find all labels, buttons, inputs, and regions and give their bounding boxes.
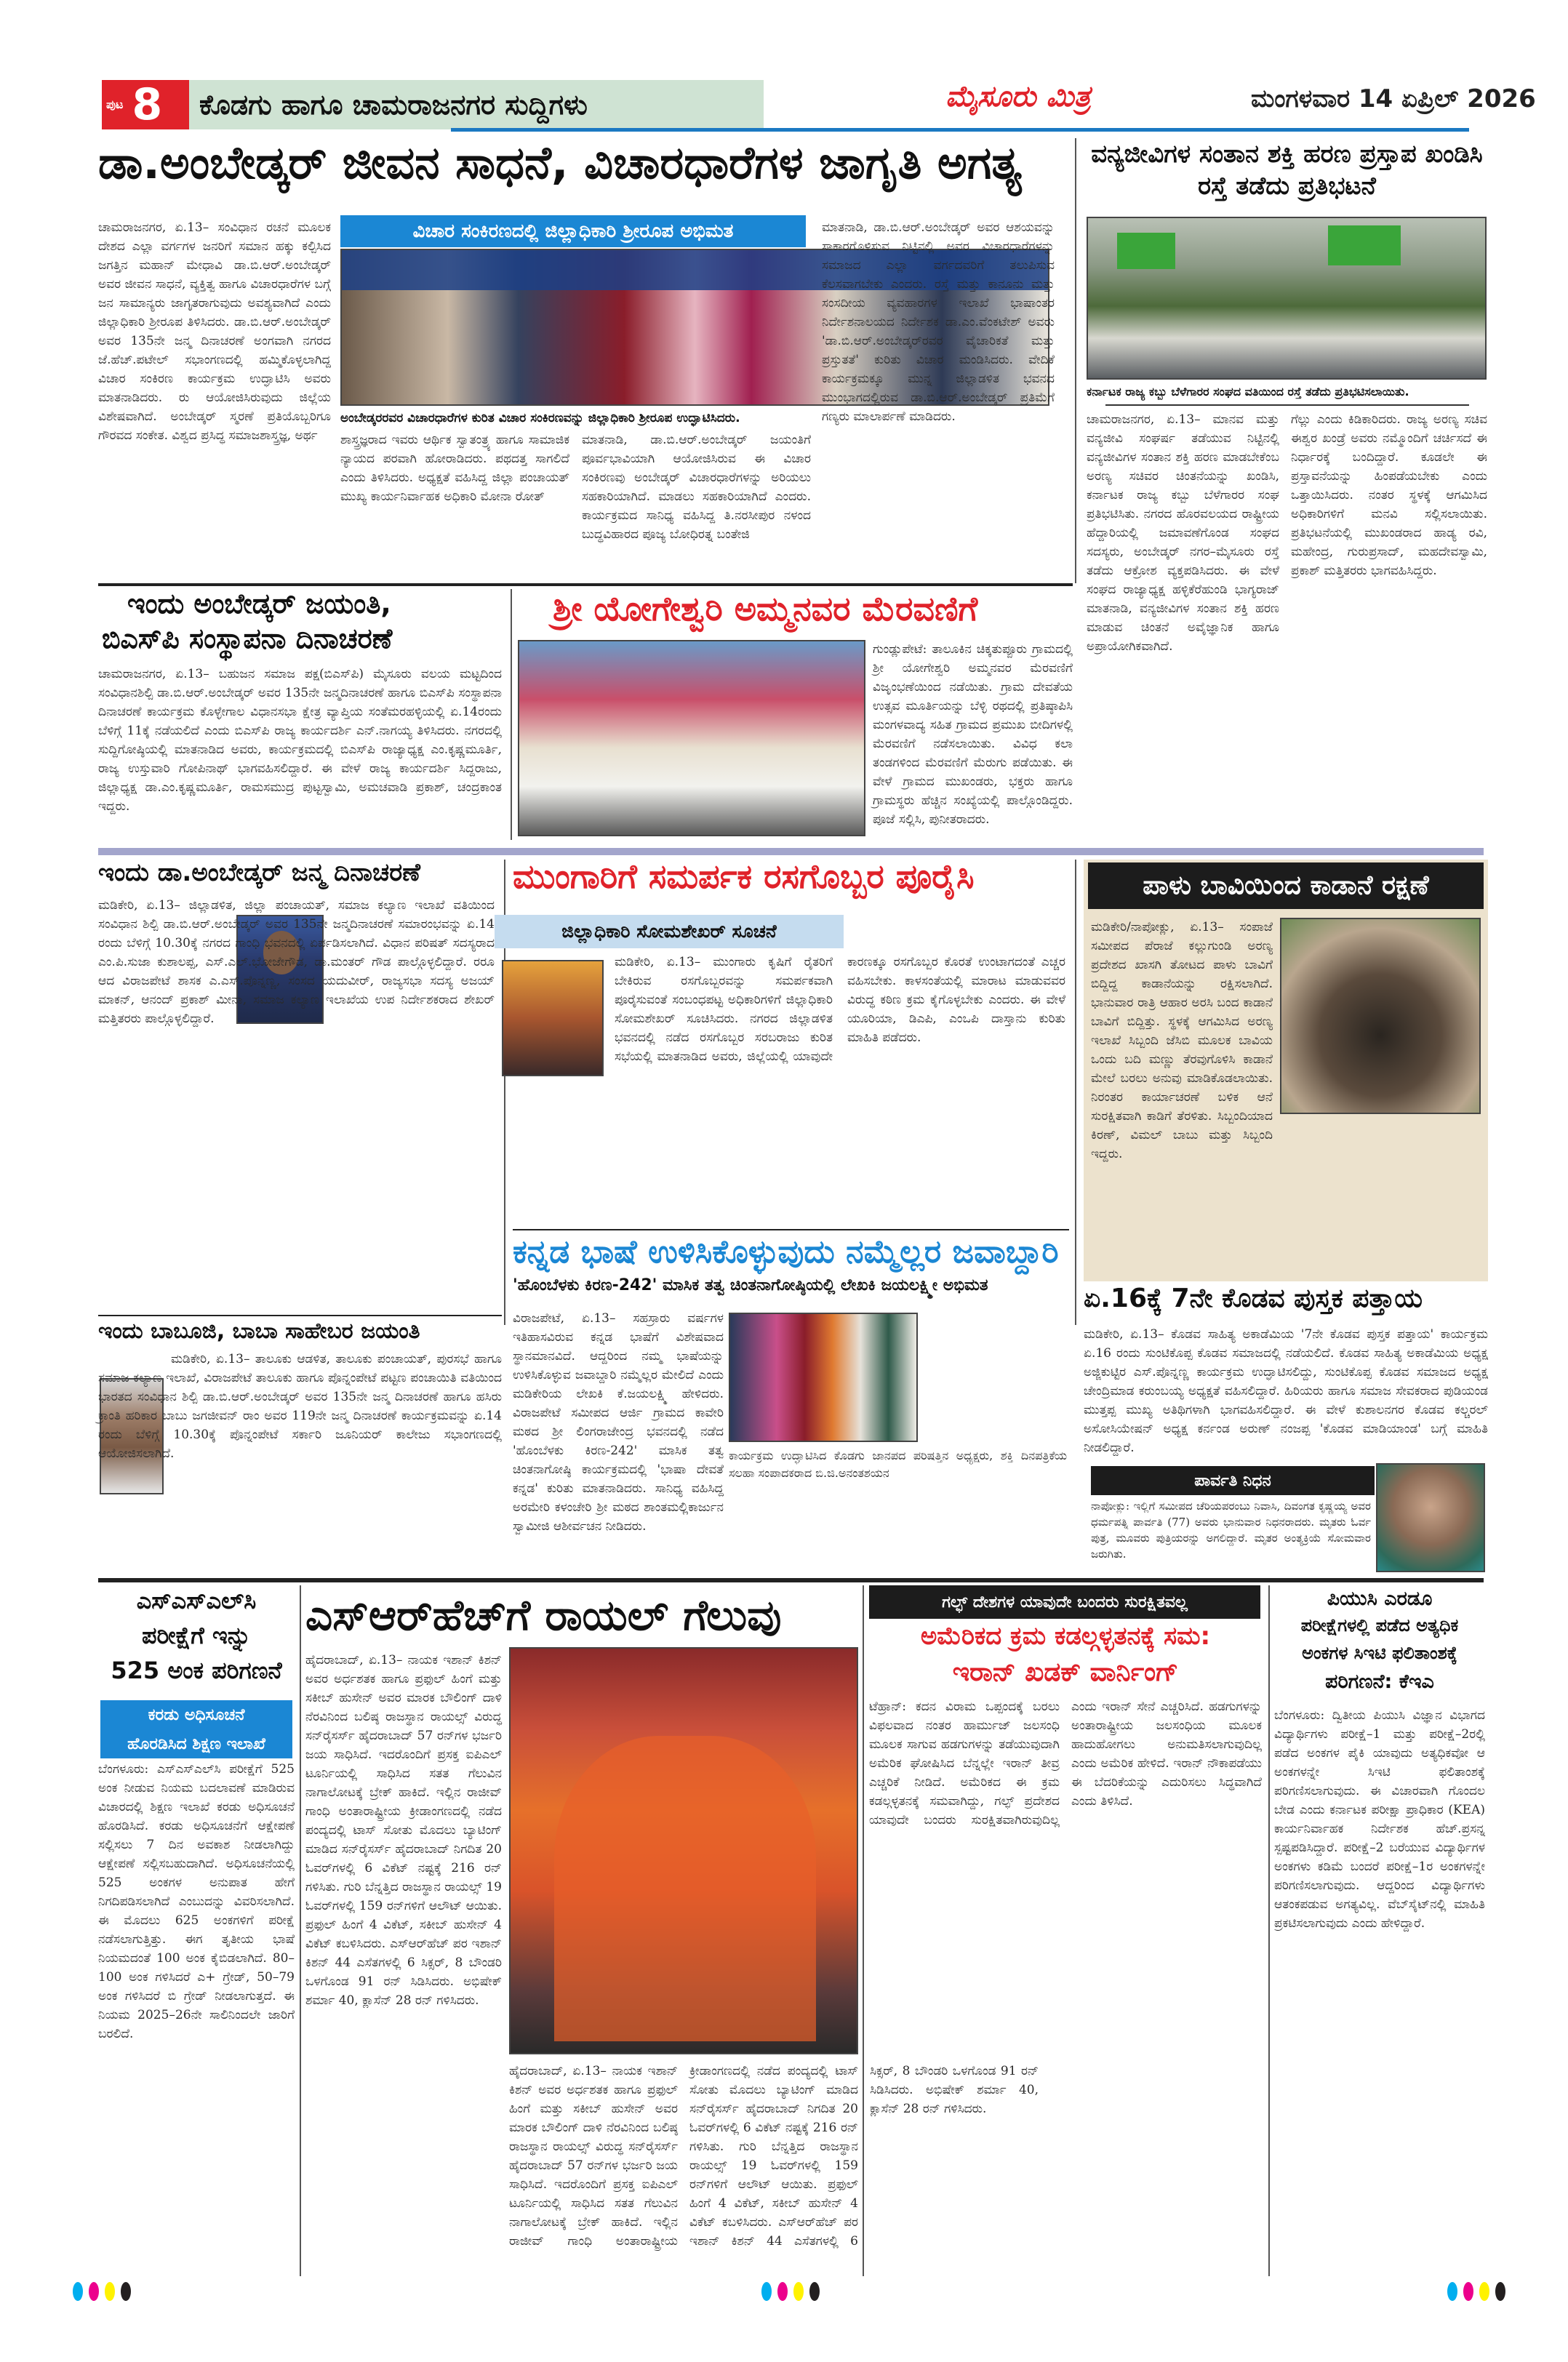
sslc-tag-line1: ಕರಡು ಅಧಿಸೂಚನೆ (100, 1700, 292, 1729)
ambedkar-main-col2: ಶಾಸ್ತ್ರಜ್ಞರಾದ ಇವರು ಆರ್ಥಿಕ ಸ್ವಾತಂತ್ರ್ಯ ಹಾಗೂ ಸಾಮಾಜಿಕ ನ್ಯಾಯದ ಪರವಾಗಿ ಹೋರಾಡಿದರು. ಪಥದತ್ತ ಸಾಗಲಿದೆ ಎಂದು ತಿಳಿಸಿದರು. ಅಧ್ಯಕ್ಷತೆ ವಹಿಸಿದ್ದ ಜಿಲ್ಲಾ ಪಂಚಾಯತ್ ಮುಖ್ಯ ಕಾರ್ಯನಿರ್ವಾಹಕ ಅಧಿಕಾರಿ ಮೋನಾ ರೋತ್ (340, 433, 569, 504)
protest-photo (1087, 217, 1487, 380)
puc-headline-line4: ಪರಿಗಣನೆ: ಕೆಇಎ (1325, 1670, 1434, 1693)
ambedkar-main-col3: ಮಾತನಾಡಿ, ಡಾ.ಬಿ.ಆರ್.ಅಂಬೇಡ್ಕರ್ ಜಯಂತಿಗೆ ಪೂರ್ವಭಾವಿಯಾಗಿ ಆಯೋಜಿಸಿರುವ ಈ ವಿಚಾರ ಸಂಕಿರಣವು ಅಂಬೇಡ್ಕರ್ ವಿಚಾರಧಾರೆಗಳನ್ನು ಅರಿಯಲು ಸಹಕಾರಿಯಾಗಿದೆ. ಮಾಡಲು ಸಹಕಾರಿಯಾಗಿದೆ ಎಂದರು. ಕಾರ್ಯಕ್ರಮದ ಸಾನಿಧ್ಯ ವಹಿಸಿದ್ದ ತಿ.ನರಸೀಪುರ ನಳಂದ ಬುದ್ಧವಿಹಾರದ ಪೂಜ್ಯ ಬೋಧಿರತ್ನ ಬಂತೇಜಿ (582, 433, 811, 542)
kannada-language-headline: ಕನ್ನಡ ಭಾಷೆ ಉಳಿಸಿಕೊಳ್ಳುವುದು ನಮ್ಮೆಲ್ಲರ ಜವಾಬ್ದಾರಿ (513, 1233, 1059, 1270)
sslc-headline-line2: ಪರೀಕ್ಷೆಗೆ ಇನ್ನು (141, 1622, 252, 1649)
black-dot (121, 2282, 131, 2301)
wildlife-protest-col2: ಗೆಲ್ಲು ಎಂದು ಕಿಡಿಕಾರಿದರು. ರಾಜ್ಯ ಅರಣ್ಯ ಸಚಿವ ಈಶ್ವರ ಖಂಡ್ರೆ ಅವರು ನಮ್ಮೊಂದಿಗೆ ಚರ್ಚಿಸದೆ ಈ ನಿರ್ಧಾರಕ್ಕೆ ಬಂದಿದ್ದಾರೆ. ಕೂಡಲೇ ಈ ಪ್ರಸ್ತಾವನೆಯನ್ನು ಹಿಂಪಡೆಯಬೇಕು ಎಂದು ಒತ್ತಾಯಿಸಿದರು. ನಂತರ ಸ್ಥಳಕ್ಕೆ ಆಗಮಿಸಿದ ಅಧಿಕಾರಿಗಳಿಗೆ ಮನವಿ ಸಲ್ಲಿಸಲಾಯಿತು. ಪ್ರತಿಭಟನೆಯಲ್ಲಿ ಮುಖಂಡರಾದ ಹಾಡ್ಯ ರವಿ, ಮಹೇಂದ್ರ, ಗುರುಪ್ರಸಾದ್, ಮಹದೇವಸ್ವಾಮಿ, ಪ್ರಕಾಶ್ ಮತ್ತಿತರರು ಭಾಗವಹಿಸಿದ್ದರು. (1291, 412, 1487, 578)
registration-marks-center (761, 2282, 820, 2301)
kannada-language-caption: ಕಾರ್ಯಕ್ರಮ ಉದ್ಘಾಟಿಸಿದ ಕೊಡಗು ಜಾನಪದ ಪರಿಷತ್ತಿನ ಅಧ್ಯಕ್ಷರು, ಶಕ್ತಿ ದಿನಪತ್ರಿಕೆಯ ಸಲಹಾ ಸಂಪಾದಕರಾದ ಬಿ.ಜಿ.ಅನಂತಶಯನ (729, 1449, 1067, 1480)
kannada-language-body: ವಿರಾಜಪೇಟೆ, ಏ.13– ಸಹಸ್ರಾರು ವರ್ಷಗಳ ಇತಿಹಾಸವಿರುವ ಕನ್ನಡ ಭಾಷೆಗೆ ವಿಶೇಷವಾದ ಸ್ಥಾನಮಾನವಿದೆ. ಆದ್ದರಿಂದ ನಮ್ಮ ಭಾಷೆಯನ್ನು ಉಳಿಸಿಕೊಳ್ಳುವ ಜವಾಬ್ದಾರಿ ನಮ್ಮೆಲ್ಲರ ಮೇಲಿದೆ ಎಂದು ಮಡಿಕೇರಿಯ ಲೇಖಕಿ ಕೆ.ಜಯಲಕ್ಷ್ಮಿ ಹೇಳಿದರು. ವಿರಾಜಪೇಟೆ ಸಮೀಪದ ಆರ್ಜಿ ಗ್ರಾಮದ ಕಾವೇರಿ ಮಠದ ಶ್ರೀ ಲಿಂಗರಾಜೇಂದ್ರ ಭವನದಲ್ಲಿ ನಡೆದ 'ಹೊಂಬೆಳಕು ಕಿರಣ-242' ಮಾಸಿಕ ತತ್ವ ಚಿಂತನಾಗೋಷ್ಠಿ ಕಾರ್ಯಕ್ರಮದಲ್ಲಿ 'ಭಾಷಾ ದೇವತೆ ಕನ್ನಡ' ಕುರಿತು ಮಾತನಾಡಿದರು. ಸಾನಿಧ್ಯ ವಹಿಸಿದ್ದ ಅರಮೇರಿ ಕಳಂಚೇರಿ ಶ್ರೀ ಮಠದ ಶಾಂತಮಲ್ಲಿಕಾರ್ಜುನ ಸ್ವಾಮೀಜಿ ಆಶೀರ್ವಚನ ನೀಡಿದರು. (513, 1311, 724, 1534)
babuji-headline: ಇಂದು ಬಾಬೂಜಿ, ಬಾಬಾ ಸಾಹೇಬರ ಜಯಂತಿ (98, 1318, 420, 1344)
edition-date: ಮಂಗಳವಾರ 14 ಏಪ್ರಿಲ್ 2026 (1251, 84, 1536, 113)
babuji-body: ಮಡಿಕೇರಿ, ಏ.13– ತಾಲೂಕು ಆಡಳಿತ, ತಾಲೂಕು ಪಂಚಾಯತ್, ಪುರಸಭೆ ಹಾಗೂ ಸಮಾಜ ಕಲ್ಯಾಣ ಇಲಾಖೆ, ವಿರಾಜಪೇಟೆ ತಾಲೂಕು ಹಾಗೂ ಪೊನ್ನಂಪೇಟೆ ಪಟ್ಟಣ ಪಂಚಾಯಿತಿ ವತಿಯಿಂದ ಭಾರತದ ಸಂವಿಧಾನ ಶಿಲ್ಪಿ ಡಾ.ಬಿ.ಆರ್.ಅಂಬೇಡ್ಕರ್ ಅವರ 135ನೇ ಜನ್ಮ ದಿನಾಚರಣೆ ಹಾಗೂ ಹಸಿರು ಕ್ರಾಂತಿ ಹರಿಕಾರ ಬಾಬು ಜಗಜೀವನ್ ರಾಂ ಅವರ 119ನೇ ಜನ್ಮ ದಿನಾಚರಣೆ ಕಾರ್ಯಕ್ರಮವನ್ನು ಏ.14 ರಂದು ಬೆಳಿಗ್ಗೆ 10.30ಕ್ಕೆ ಪೊನ್ನಂಪೇಟೆ ಸರ್ಕಾರಿ ಜೂನಿಯರ್ ಕಾಲೇಜು ಸಭಾಂಗಣದಲ್ಲಿ ಆಯೋಜಿಸಲಾಗಿದೆ. (98, 1352, 502, 1461)
players-group (554, 1736, 816, 2041)
kodava-book-fair-headline: ಏ.16ಕ್ಕೆ 7ನೇ ಕೊಡವ ಪುಸ್ತಕ ಪತ್ತಾಯ (1084, 1284, 1423, 1313)
bsp-headline-line1: ಇಂದು ಅಂಬೇಡ್ಕರ್ ಜಯಂತಿ, (127, 588, 391, 620)
iran-headline-line1: ಅಮೆರಿಕದ ಕ್ರಮ ಕಡಲ್ಗಳ್ಳತನಕ್ಕೆ ಸಮ: (920, 1622, 1211, 1651)
flag-icon (1328, 225, 1401, 265)
registration-marks-left (73, 2282, 131, 2301)
iran-body: ಟೆಹ್ರಾನ್: ಕದನ ವಿರಾಮ ಒಪ್ಪಂದಕ್ಕೆ ಬರಲು ವಿಫಲವಾದ ನಂತರ ಹಾರ್ಮುಜ್ ಜಲಸಂಧಿ ಮೂಲಕ ಸಾಗುವ ಹಡಗುಗಳನ್ನು ತಡೆಯುವುದಾಗಿ ಅಮೆರಿಕ ಘೋಷಿಸಿದ ಬೆನ್ನಲ್ಲೇ ಇರಾನ್ ತೀವ್ರ ಎಚ್ಚರಿಕೆ ನೀಡಿದೆ. ಅಮೆರಿಕದ ಈ ಕ್ರಮ ಕಡಲ್ಗಳ್ಳತನಕ್ಕೆ ಸಮವಾಗಿದ್ದು, ಗಲ್ಫ್ ಪ್ರದೇಶದ ಯಾವುದೇ ಬಂದರು ಸುರಕ್ಷಿತವಾಗಿರುವುದಿಲ್ಲ ಎಂದು ಇರಾನ್ ಸೇನೆ ಎಚ್ಚರಿಸಿದೆ. ಹಡಗುಗಳನ್ನು ಅಂತಾರಾಷ್ಟ್ರೀಯ ಜಲಸಂಧಿಯ ಮೂಲಕ ಹಾದುಹೋಗಲು ಅನುಮತಿಸಲಾಗುವುದಿಲ್ಲ ಎಂದು ಅಮೆರಿಕ ಹೇಳಿದೆ. ಇರಾನ್ ನೌಕಾಪಡೆಯು ಈ ಬೆದರಿಕೆಯನ್ನು ಎದುರಿಸಲು ಸಿದ್ಧವಾಗಿದೆ ಎಂದು ತಿಳಿಸಿದೆ. (869, 1700, 1262, 1827)
ambedkar-main-col4: ಮಾತನಾಡಿ, ಡಾ.ಬಿ.ಆರ್.ಅಂಬೇಡ್ಕರ್ ಅವರ ಆಶಯವನ್ನು ಸಾಕಾರಗೊಳಿಸುವ ನಿಟ್ಟಿನಲ್ಲಿ ಅವರ ವಿಚಾರಧಾರೆಗಳನ್ನು ಸಮಾಜದ ಎಲ್ಲಾ ವರ್ಗದವರಿಗೆ ತಲುಪಿಸುವ ಕೆಲಸವಾಗಬೇಕು ಎಂದರು. ರಸ್ತೆ ಮತ್ತು ಕಾನೂನು ಮತ್ತು ಸಂಸದೀಯ ವ್ಯವಹಾರಗಳ ಇಲಾಖೆ ಭಾಷಾಂತರ ನಿರ್ದೇಶನಾಲಯದ ನಿರ್ದೇಶಕ ಡಾ.ಎಂ.ವೆಂಕಟೇಶ್ ಅವರು 'ಡಾ.ಬಿ.ಆರ್.ಅಂಬೇಡ್ಕರ್‌ರವರ ವೈಚಾರಿಕತೆ ಮತ್ತು ಪ್ರಸ್ತುತತೆ' ಕುರಿತು ವಿಚಾರ ಮಂಡಿಸಿದರು. ವೇದಿಕೆ ಕಾರ್ಯಕ್ರಮಕ್ಕೂ ಮುನ್ನ ಜಿಲ್ಲಾಡಳಿತ ಭವನದ ಮುಂಭಾಗದಲ್ಲಿರುವ ಡಾ.ಬಿ.ಆರ್.ಅಂಬೇಡ್ಕರ್ ಪ್ರತಿಮೆಗೆ ಗಣ್ಯರು ಮಾಲಾರ್ಪಣೆ ಮಾಡಿದರು. (822, 220, 1055, 424)
iran-headline-line2: ಇರಾನ್ ಖಡಕ್ ವಾರ್ನಿಂಗ್ (952, 1657, 1179, 1687)
ambedkar-janma-body: ಮಡಿಕೇರಿ, ಏ.13– ಜಿಲ್ಲಾಡಳಿತ, ಜಿಲ್ಲಾ ಪಂಚಾಯತ್, ಸಮಾಜ ಕಲ್ಯಾಣ ಇಲಾಖೆ ವತಿಯಿಂದ ಸಂವಿಧಾನ ಶಿಲ್ಪಿ ಡಾ.ಬಿ.ಆರ್.ಅಂಬೇಡ್ಕರ್ ಅವರ 135ನೇ ಜನ್ಮದಿನಾಚರಣೆ ಸಮಾರಂಭವನ್ನು ಏ.14 ರಂದು ಬೆಳಿಗ್ಗೆ 10.30ಕ್ಕೆ ನಗರದ ಗಾಂಧಿ ಭವನದಲ್ಲಿ ಏರ್ಪಡಿಸಲಾಗಿದೆ. ವಿಧಾನ ಪರಿಷತ್ ಸದಸ್ಯರಾದ ಎಂ.ಪಿ.ಸುಜಾ ಕುಶಾಲಪ್ಪ, ಎಸ್.ಎಲ್.ಭೋಜೇಗೌಡ, ಡಾ.ಮಂತರ್ ಗೌಡ ಪಾಲ್ಗೊಳ್ಳಲಿದ್ದಾರೆ. ರರೂ ಆದ ವಿರಾಜಪೇಟೆ ಶಾಸಕ ಎ.ಎಸ್.ಪೊನ್ನಣ್ಣ, ಸಂಸದ ಯದುವೀರ್, ರಾಜ್ಯಸಭಾ ಸದಸ್ಯ ಅಜಯ್ ಮಾಕನ್, ಆನಂದ್ ಪ್ರಕಾಶ್ ಮೀನಾ, ಸಮಾಜ ಕಲ್ಯಾಣ ಇಲಾಖೆಯ ಉಪ ನಿರ್ದೇಶಕರಾದ ಶೇಖರ್ ಮತ್ತಿತರರು ಪಾಲ್ಗೊಳ್ಳಲಿದ್ದಾರೆ. (98, 898, 495, 1026)
elephant-rescue-body: ಮಡಿಕೇರಿ/ನಾಪೋಕ್ಲು, ಏ.13– ಸಂಪಾಜೆ ಸಮೀಪದ ಪೆರಾಜೆ ಕಲ್ಲುಗುಂಡಿ ಅರಣ್ಯ ಪ್ರದೇಶದ ಖಾಸಗಿ ತೋಟದ ಪಾಳು ಬಾವಿಗೆ ಬಿದ್ದಿದ್ದ ಕಾಡಾನೆಯನ್ನು ರಕ್ಷಿಸಲಾಗಿದೆ. ಭಾನುವಾರ ರಾತ್ರಿ ಆಹಾರ ಅರಸಿ ಬಂದ ಕಾಡಾನೆ ಬಾವಿಗೆ ಬಿದ್ದಿತ್ತು. ಸ್ಥಳಕ್ಕೆ ಆಗಮಿಸಿದ ಅರಣ್ಯ ಇಲಾಖೆ ಸಿಬ್ಬಂದಿ ಜೆಸಿಬಿ ಮೂಲಕ ಬಾವಿಯ ಒಂದು ಬದಿ ಮಣ್ಣು ತೆರವುಗೊಳಿಸಿ ಕಾಡಾನೆ ಮೇಲೆ ಬರಲು ಅನುವು ಮಾಡಿಕೊಡಲಾಯಿತು. ನಿರಂತರ ಕಾರ್ಯಾಚರಣೆ ಬಳಿಕ ಆನೆ ಸುರಕ್ಷಿತವಾಗಿ ಕಾಡಿಗೆ ತೆರಳಿತು. ಸಿಬ್ಬಂದಿಯಾದ ಕಿರಣ್, ವಿಮಲ್ ಬಾಬು ಮತ್ತು ಸಿಬ್ಬಂದಿ ಇದ್ದರು. (1091, 920, 1273, 1161)
page-number-badge (102, 80, 189, 129)
bsp-body: ಚಾಮರಾಜನಗರ, ಏ.13– ಬಹುಜನ ಸಮಾಜ ಪಕ್ಷ(ಬಿಎಸ್‌ಪಿ) ಮೈಸೂರು ವಲಯ ಮಟ್ಟದಿಂದ ಸಂವಿಧಾನಶಿಲ್ಪಿ ಡಾ.ಬಿ.ಆರ್.ಅಂಬೇಡ್ಕರ್ ಅವರ 135ನೇ ಜನ್ಮದಿನಾಚರಣೆ ಹಾಗೂ ಬಿಎಸ್‌ಪಿ ಸಂಸ್ಥಾಪನಾ ದಿನಾಚರಣೆ ಕಾರ್ಯಕ್ರಮ ಕೊಳ್ಳೇಗಾಲ ವಿಧಾನಸಭಾ ಕ್ಷೇತ್ರ ವ್ಯಾಪ್ತಿಯ ಸಂತೆಮರಹಳ್ಳಿಯಲ್ಲಿ ಏ.14ರಂದು ಬೆಳಿಗ್ಗೆ 11ಕ್ಕೆ ನಡೆಯಲಿದೆ ಎಂದು ಬಿಎಸ್‌ಪಿ ರಾಜ್ಯ ಕಾರ್ಯದರ್ಶಿ ಎನ್.ನಾಗಯ್ಯ ತಿಳಿಸಿದರು. ನಗರದಲ್ಲಿ ಸುದ್ದಿಗೋಷ್ಠಿಯಲ್ಲಿ ಮಾತನಾಡಿದ ಅವರು, ಕಾರ್ಯಕ್ರಮದಲ್ಲಿ ಬಿಎಸ್‌ಪಿ ರಾಜ್ಯಾಧ್ಯಕ್ಷ ಎಂ.ಕೃಷ್ಣಮೂರ್ತಿ, ರಾಜ್ಯ ಉಸ್ತುವಾರಿ ಗೋಪಿನಾಥ್ ಭಾಗವಹಿಸಲಿದ್ದಾರೆ. ಈ ವೇಳೆ ರಾಜ್ಯ ಕಾರ್ಯದರ್ಶಿ ಸಿದ್ದರಾಜು, ಜಿಲ್ಲಾಧ್ಯಕ್ಷ ಡಾ.ಎಂ.ಕೃಷ್ಣಮೂರ್ತಿ, ರಾಮಸಮುದ್ರ ಪುಟ್ಟಸ್ವಾಮಿ, ಅಮಚವಾಡಿ ಪ್ರಕಾಶ್, ಚಂದ್ರಕಾಂತ ಇದ್ದರು. (98, 667, 502, 814)
puc-headline-line2: ಪರೀಕ್ಷೆಗಳಲ್ಲಿ ಪಡೆದ ಅತ್ಯಧಿಕ (1300, 1615, 1459, 1636)
column-divider (1075, 138, 1076, 583)
caption-rule (1105, 404, 1469, 406)
flag-icon (1117, 233, 1175, 269)
procession-photo (518, 640, 865, 836)
section-title: ಕೊಡಗು ಹಾಗೂ ಚಾಮರಾಜನಗರ ಸುದ್ದಿಗಳು (199, 88, 588, 121)
black-dot (809, 2282, 820, 2301)
sslc-headline-line1: ಎಸ್‌ಎಸ್‌ಎಲ್‌ಸಿ (136, 1587, 257, 1614)
puc-headline-line1: ಪಿಯುಸಿ ಎರಡೂ (1327, 1588, 1433, 1610)
black-dot (1495, 2282, 1505, 2301)
newspaper-logo: ಮೈಸೂರು ಮಿತ್ರ (945, 80, 1091, 113)
cyan-dot (1447, 2282, 1457, 2301)
page-number: 8 (132, 79, 163, 130)
section-bar (189, 80, 764, 129)
section-rule-lavender (98, 848, 1484, 855)
srh-headline: ಎಸ್‌ಆರ್‌ಹೆಚ್‌ಗೆ ರಾಯಲ್ ಗೆಲುವು (305, 1590, 782, 1640)
iran-kicker: ಗಲ್ಫ್ ದೇಶಗಳ ಯಾವುದೇ ಬಂದರು ಸುರಕ್ಷಿತವಲ್ಲ (869, 1585, 1260, 1619)
srh-body: ಹೈದರಾಬಾದ್, ಏ.13– ನಾಯಕ ಇಶಾನ್ ಕಿಶನ್ ಅವರ ಅರ್ಧಶತಕ ಹಾಗೂ ಪ್ರಫುಲ್ ಹಿಂಗೆ ಮತ್ತು ಸಕೀಬ್ ಹುಸೇನ್ ಅವರ ಮಾರಕ ಬೌಲಿಂಗ್ ದಾಳಿ ನೆರವಿನಿಂದ ಬಲಿಷ್ಠ ರಾಜಸ್ಥಾನ ರಾಯಲ್ಸ್ ವಿರುದ್ಧ ಸನ್‌ರೈಸರ್ಸ್ ಹೈದರಾಬಾದ್ 57 ರನ್‌ಗಳ ಭರ್ಜರಿ ಜಯ ಸಾಧಿಸಿದೆ. ಇದರೊಂದಿಗೆ ಪ್ರಸಕ್ತ ಐಪಿಎಲ್ ಟೂರ್ನಿಯಲ್ಲಿ ಸಾಧಿಸಿದ ಸತತ ಗೆಲುವಿನ ನಾಗಾಲೋಟಕ್ಕೆ ಬ್ರೇಕ್ ಹಾಕಿದೆ. ಇಲ್ಲಿನ ರಾಜೀವ್ ಗಾಂಧಿ ಅಂತಾರಾಷ್ಟ್ರೀಯ ಕ್ರೀಡಾಂಗಣದಲ್ಲಿ ನಡೆದ ಪಂದ್ಯದಲ್ಲಿ ಟಾಸ್ ಸೋತು ಮೊದಲು ಬ್ಯಾಟಿಂಗ್ ಮಾಡಿದ ಸನ್‌ರೈಸರ್ಸ್ ಹೈದರಾಬಾದ್ ನಿಗದಿತ 20 ಓವರ್‌ಗಳಲ್ಲಿ 6 ವಿಕೆಟ್ ನಷ್ಟಕ್ಕೆ 216 ರನ್ ಗಳಿಸಿತು. ಗುರಿ ಬೆನ್ನತ್ತಿದ ರಾಜಸ್ಥಾನ ರಾಯಲ್ಸ್ 19 ಓವರ್‌ಗಳಲ್ಲಿ 159 ರನ್‌ಗಳಿಗೆ ಆಲೌಟ್ ಆಯಿತು. ಪ್ರಫುಲ್ ಹಿಂಗೆ 4 ವಿಕೆಟ್, ಸಕೀಬ್ ಹುಸೇನ್ 4 ವಿಕೆಟ್ ಕಬಳಿಸಿದರು. ಎಸ್‌ಆರ್‌ಹೆಚ್ ಪರ ಇಶಾನ್ ಕಿಶನ್ 44 ಎಸೆತಗಳಲ್ಲಿ 6 ಸಿಕ್ಸರ್, 8 ಬೌಂಡರಿ ಒಳಗೊಂಡ 91 ರನ್ ಸಿಡಿಸಿದರು. ಅಭಿಷೇಕ್ ಶರ್ಮಾ 40, ಕ್ಲಾಸೆನ್ 28 ರನ್ ಗಳಿಸಿದರು. (305, 1653, 502, 2008)
page-word: ಪುಟ (106, 97, 124, 111)
seminar-photo-caption: ಅಂಬೇಡ್ಕರರವರ ವಿಚಾರಧಾರೆಗಳ ಕುರಿತ ವಿಚಾರ ಸಂಕಿರಣವನ್ನು ಜಿಲ್ಲಾಧಿಕಾರಿ ಶ್ರೀರೂಪ ಉದ್ಘಾಟಿಸಿದರು. (340, 411, 740, 425)
book-release-photo (729, 1313, 918, 1442)
sslc-body: ಬೆಂಗಳೂರು: ಎಸ್‌ಎಸ್‌ಎಲ್‌ಸಿ ಪರೀಕ್ಷೆಗೆ 525 ಅಂಕ ನೀಡುವ ನಿಯಮ ಬದಲಾವಣೆ ಮಾಡಿರುವ ವಿಚಾರದಲ್ಲಿ ಶಿಕ್ಷಣ ಇಲಾಖೆ ಕರಡು ಅಧಿಸೂಚನೆ ಹೊರಡಿಸಿದೆ. ಕರಡು ಅಧಿಸೂಚನೆಗೆ ಆಕ್ಷೇಪಣೆ ಸಲ್ಲಿಸಲು 7 ದಿನ ಅವಕಾಶ ನೀಡಲಾಗಿದ್ದು ಆಕ್ಷೇಪಣೆ ಸಲ್ಲಿಸಬಹುದಾಗಿದೆ. ಅಧಿಸೂಚನೆಯಲ್ಲಿ 525 ಅಂಕಗಳ ಅನುಪಾತ ಹೇಗೆ ನಿಗದಿಪಡಿಸಲಾಗಿದೆ ಎಂಬುದನ್ನು ವಿವರಿಸಲಾಗಿದೆ. ಈ ಮೊದಲು 625 ಅಂಕಗಳಿಗೆ ಪರೀಕ್ಷೆ ನಡೆಸಲಾಗುತ್ತಿತ್ತು. ಈಗ ತೃತೀಯ ಭಾಷೆ ನಿಯಮದಂತೆ 100 ಅಂಕ ಕೈಬಿಡಲಾಗಿದೆ. 80–100 ಅಂಕ ಗಳಿಸಿದರೆ ಎ+ ಗ್ರೇಡ್, 50–79 ಅಂಕ ಗಳಿಸಿದರೆ ಬಿ ಗ್ರೇಡ್ ನೀಡಲಾಗುತ್ತದೆ. ಈ ನಿಯಮ 2025–26ನೇ ಸಾಲಿನಿಂದಲೇ ಜಾರಿಗೆ ಬರಲಿದೆ. (98, 1762, 295, 2041)
column-divider (1075, 860, 1076, 1325)
srh-body-continued (509, 2062, 1039, 2269)
masthead-rule (451, 128, 1469, 132)
registration-marks-right (1447, 2282, 1505, 2301)
sslc-tag-line2: ಹೊರಡಿಸಿದ ಶಿಕ್ಷಣ ಇಲಾಖೆ (100, 1729, 292, 1758)
puc-headline-line3: ಅಂಕಗಳ ಸಿಇಟಿ ಫಲಿತಾಂಶಕ್ಕೆ (1302, 1643, 1457, 1663)
magenta-dot (1463, 2282, 1473, 2301)
cyan-dot (73, 2282, 83, 2301)
yellow-dot (105, 2282, 115, 2301)
ambedkar-janma-headline: ಇಂದು ಡಾ.ಅಂಬೇಡ್ಕರ್ ಜನ್ಮ ದಿನಾಚರಣೆ (98, 858, 420, 887)
wildlife-protest-col1: ಚಾಮರಾಜನಗರ, ಏ.13– ಮಾನವ ಮತ್ತು ವನ್ಯಜೀವಿ ಸಂಘರ್ಷ ತಡೆಯುವ ನಿಟ್ಟಿನಲ್ಲಿ ವನ್ಯಜೀವಿಗಳ ಸಂತಾನ ಶಕ್ತಿ ಹರಣ ಮಾಡಬೇಕೆಂಬ ಅರಣ್ಯ ಸಚಿವರ ಚಿಂತನೆಯನ್ನು ಖಂಡಿಸಿ, ಕರ್ನಾಟಕ ರಾಜ್ಯ ಕಬ್ಬು ಬೆಳೆಗಾರರ ಸಂಘ ಪ್ರತಿಭಟಿಸಿತು. ನಗರದ ಹೊರವಲಯದ ರಾಷ್ಟ್ರೀಯ ಹೆದ್ದಾರಿಯಲ್ಲಿ ಜಮಾವಣೆಗೊಂಡ ಸಂಘದ ಸದಸ್ಯರು, ಅಂಬೇಡ್ಕರ್ ನಗರ–ಮೈಸೂರು ರಸ್ತೆ ತಡೆದು ಆಕ್ರೋಶ ವ್ಯಕ್ತಪಡಿಸಿದರು. ಈ ವೇಳೆ ಸಂಘದ ರಾಜ್ಯಾಧ್ಯಕ್ಷ ಹಳ್ಳಿಕೆರೆಹುಂಡಿ ಭಾಗ್ಯರಾಜ್ ಮಾತನಾಡಿ, ವನ್ಯಜೀವಿಗಳ ಸಂತಾನ ಶಕ್ತಿ ಹರಣ ಮಾಡುವ ಚಿಂತನೆ ಅವೈಜ್ಞಾನಿಕ ಹಾಗೂ ಅಪ್ರಾಯೋಗಿಕವಾಗಿದೆ. (1087, 412, 1279, 654)
section-rule (98, 1578, 1484, 1582)
wildlife-protest-headline: ವನ್ಯಜೀವಿಗಳ ಸಂತಾನ ಶಕ್ತಿ ಹರಣ ಪ್ರಸ್ತಾಪ ಖಂಡಿಸಿ ರಸ್ತೆ ತಡೆದು ಪ್ರತಿಭಟನೆ (1091, 140, 1483, 201)
cyan-dot (761, 2282, 772, 2301)
obituary-portrait (1376, 1463, 1485, 1572)
yogeshwari-body: ಗುಂಡ್ಲುಪೇಟೆ: ತಾಲೂಕಿನ ಚಿಕ್ಕತುಪ್ಪೂರು ಗ್ರಾಮದಲ್ಲಿ ಶ್ರೀ ಯೋಗೇಶ್ವರಿ ಅಮ್ಮನವರ ಮೆರವಣಿಗೆ ವಿಜೃಂಭಣೆಯಿಂದ ನಡೆಯಿತು. ಗ್ರಾಮ ದೇವತೆಯ ಉತ್ಸವ ಮೂರ್ತಿಯನ್ನು ಬೆಳ್ಳಿ ರಥದಲ್ಲಿ ಪ್ರತಿಷ್ಠಾಪಿಸಿ ಮಂಗಳವಾದ್ಯ ಸಹಿತ ಗ್ರಾಮದ ಪ್ರಮುಖ ಬೀದಿಗಳಲ್ಲಿ ಮೆರವಣಿಗೆ ನಡೆಸಲಾಯಿತು. ವಿವಿಧ ಕಲಾ ತಂಡಗಳಿಂದ ಮೆರವಣಿಗೆ ಮೆರುಗು ಪಡೆಯಿತು. ಈ ವೇಳೆ ಗ್ರಾಮದ ಮುಖಂಡರು, ಭಕ್ತರು ಹಾಗೂ ಗ್ರಾಮಸ್ಥರು ಹೆಚ್ಚಿನ ಸಂಖ್ಯೆಯಲ್ಲಿ ಪಾಲ್ಗೊಂಡಿದ್ದರು. ಪೂಜೆ ಸಲ್ಲಿಸಿ, ಪುನೀತರಾದರು. (873, 642, 1073, 827)
section-rule (98, 1315, 502, 1316)
section-rule (98, 583, 1073, 586)
well-elephant-photo (1280, 918, 1481, 1114)
srh-body-continued-text: ಹೈದರಾಬಾದ್, ಏ.13– ನಾಯಕ ಇಶಾನ್ ಕಿಶನ್ ಅವರ ಅರ್ಧಶತಕ ಹಾಗೂ ಪ್ರಫುಲ್ ಹಿಂಗೆ ಮತ್ತು ಸಕೀಬ್ ಹುಸೇನ್ ಅವರ ಮಾರಕ ಬೌಲಿಂಗ್ ದಾಳಿ ನೆರವಿನಿಂದ ಬಲಿಷ್ಠ ರಾಜಸ್ಥಾನ ರಾಯಲ್ಸ್ ವಿರುದ್ಧ ಸನ್‌ರೈಸರ್ಸ್ ಹೈದರಾಬಾದ್ 57 ರನ್‌ಗಳ ಭರ್ಜರಿ ಜಯ ಸಾಧಿಸಿದೆ. ಇದರೊಂದಿಗೆ ಪ್ರಸಕ್ತ ಐಪಿಎಲ್ ಟೂರ್ನಿಯಲ್ಲಿ ಸಾಧಿಸಿದ ಸತತ ಗೆಲುವಿನ ನಾಗಾಲೋಟಕ್ಕೆ ಬ್ರೇಕ್ ಹಾಕಿದೆ. ಇಲ್ಲಿನ ರಾಜೀವ್ ಗಾಂಧಿ ಅಂತಾರಾಷ್ಟ್ರೀಯ ಕ್ರೀಡಾಂಗಣದಲ್ಲಿ ನಡೆದ ಪಂದ್ಯದಲ್ಲಿ ಟಾಸ್ ಸೋತು ಮೊದಲು ಬ್ಯಾಟಿಂಗ್ ಮಾಡಿದ ಸನ್‌ರೈಸರ್ಸ್ ಹೈದರಾಬಾದ್ ನಿಗದಿತ 20 ಓವರ್‌ಗಳಲ್ಲಿ 6 ವಿಕೆಟ್ ನಷ್ಟಕ್ಕೆ 216 ರನ್ ಗಳಿಸಿತು. ಗುರಿ ಬೆನ್ನತ್ತಿದ ರಾಜಸ್ಥಾನ ರಾಯಲ್ಸ್ 19 ಓವರ್‌ಗಳಲ್ಲಿ 159 ರನ್‌ಗಳಿಗೆ ಆಲೌಟ್ ಆಯಿತು. ಪ್ರಫುಲ್ ಹಿಂಗೆ 4 ವಿಕೆಟ್, ಸಕೀಬ್ ಹುಸೇನ್ 4 ವಿಕೆಟ್ ಕಬಳಿಸಿದರು. ಎಸ್‌ಆರ್‌ಹೆಚ್ ಪರ ಇಶಾನ್ ಕಿಶನ್ 44 ಎಸೆತಗಳಲ್ಲಿ 6 ಸಿಕ್ಸರ್, 8 ಬೌಂಡರಿ ಒಳಗೊಂಡ 91 ರನ್ ಸಿಡಿಸಿದರು. ಅಭಿಷೇಕ್ ಶರ್ಮಾ 40, ಕ್ಲಾಸೆನ್ 28 ರನ್ ಗಳಿಸಿದರು. (509, 2064, 1039, 2249)
ambedkar-main-col1: ಚಾಮರಾಜನಗರ, ಏ.13– ಸಂವಿಧಾನ ರಚನೆ ಮೂಲಕ ದೇಶದ ಎಲ್ಲಾ ವರ್ಗಗಳ ಜನರಿಗೆ ಸಮಾನ ಹಕ್ಕು ಕಲ್ಪಿಸಿದ ಜಗತ್ತಿನ ಮಹಾನ್ ಮೇಧಾವಿ ಡಾ.ಬಿ.ಆರ್.ಅಂಬೇಡ್ಕರ್ ಅವರ ಜೀವನ ಸಾಧನೆ, ವ್ಯಕ್ತಿತ್ವ ಹಾಗೂ ವಿಚಾರಧಾರೆಗಳ ಬಗ್ಗೆ ಜನ ಸಾಮಾನ್ಯರು ಜಾಗೃತರಾಗುವುದು ಅವಶ್ಯವಾಗಿದೆ ಎಂದು ಜಿಲ್ಲಾಧಿಕಾರಿ ಶ್ರೀರೂಪ ತಿಳಿಸಿದರು. ಡಾ.ಬಿ.ಆರ್.ಅಂಬೇಡ್ಕರ್ ಅವರ 135ನೇ ಜನ್ಮ ದಿನಾಚರಣೆ ಅಂಗವಾಗಿ ನಗರದ ಜೆ.ಹೆಚ್.ಪಟೇಲ್ ಸಭಾಂಗಣದಲ್ಲಿ ಹಮ್ಮಿಕೊಳ್ಳಲಾಗಿದ್ದ ವಿಚಾರ ಸಂಕಿರಣ ಕಾರ್ಯಕ್ರಮ ಉದ್ಘಾಟಿಸಿ ಅವರು ಮಾತನಾಡಿದರು. ರು ಆಯೋಜಿಸಿರುವುದು ಜಿಲ್ಲೆಯ ವಿಶೇಷವಾಗಿದೆ. ಅಂಬೇಡ್ಕರ್ ಸ್ಮರಣೆ ಪ್ರತಿಯೊಬ್ಬರಿಗೂ ಗೌರವದ ಸಂಕೇತ. ವಿಶ್ವದ ಪ್ರಸಿದ್ಧ ಸಮಾಜಶಾಸ್ತ್ರಜ್ಞ, ಅರ್ಥ (98, 220, 331, 443)
srh-celebration-photo (509, 1647, 858, 2054)
yellow-dot (793, 2282, 804, 2301)
obituary-headline: ಪಾರ್ವತಿ ನಿಧನ (1091, 1466, 1375, 1495)
bsp-headline-line2: ಬಿಎಸ್‌ಪಿ ಸಂಸ್ಥಾಪನಾ ದಿನಾಚರಣೆ (102, 622, 393, 654)
ambedkar-main-subhead: ವಿಚಾರ ಸಂಕಿರಣದಲ್ಲಿ ಜಿಲ್ಲಾಧಿಕಾರಿ ಶ್ರೀರೂಪ ಅಭಿಮತ (340, 215, 806, 247)
ambedkar-main-headline: ಡಾ.ಅಂಬೇಡ್ಕರ್ ಜೀವನ ಸಾಧನೆ, ವಿಚಾರಧಾರೆಗಳ ಜಾಗೃತಿ ಅಗತ್ಯ (98, 136, 1022, 189)
yogeshwari-headline: ಶ್ರೀ ಯೋಗೇಶ್ವರಿ ಅಮ್ಮನವರ ಮೆರವಣಿಗೆ (553, 589, 978, 628)
section-rule (513, 1229, 1069, 1230)
elephant-rescue-headline: ಪಾಳು ಬಾವಿಯಿಂದ ಕಾಡಾನೆ ರಕ್ಷಣೆ (1088, 862, 1484, 909)
manure-headline: ಮುಂಗಾರಿಗೆ ಸಮರ್ಪಕ ರಸಗೊಬ್ಬರ ಪೂರೈಸಿ (513, 857, 975, 896)
column-divider (863, 1585, 864, 2276)
column-divider (300, 1585, 301, 2276)
manure-subhead: ಜಿಲ್ಲಾಧಿಕಾರಿ ಸೋಮಶೇಖರ್ ಸೂಚನೆ (495, 915, 844, 948)
magenta-dot (89, 2282, 99, 2301)
yellow-dot (1479, 2282, 1489, 2301)
manure-body: ಮಡಿಕೇರಿ, ಏ.13– ಮುಂಗಾರು ಕೃಷಿಗೆ ರೈತರಿಗೆ ಬೇಕಿರುವ ರಸಗೊಬ್ಬರವನ್ನು ಸಮರ್ಪಕವಾಗಿ ಪೂರೈಸುವಂತೆ ಸಂಬಂಧಪಟ್ಟ ಅಧಿಕಾರಿಗಳಿಗೆ ಜಿಲ್ಲಾಧಿಕಾರಿ ಸೋಮಶೇಖರ್ ಸೂಚಿಸಿದರು. ನಗರದ ಜಿಲ್ಲಾಡಳಿತ ಭವನದಲ್ಲಿ ನಡೆದ ರಸಗೊಬ್ಬರ ಸರಬರಾಜು ಕುರಿತ ಸಭೆಯಲ್ಲಿ ಮಾತನಾಡಿದ ಅವರು, ಜಿಲ್ಲೆಯಲ್ಲಿ ಯಾವುದೇ ಕಾರಣಕ್ಕೂ ರಸಗೊಬ್ಬರ ಕೊರತೆ ಉಂಟಾಗದಂತೆ ಎಚ್ಚರ ವಹಿಸಬೇಕು. ಕಾಳಸಂತೆಯಲ್ಲಿ ಮಾರಾಟ ಮಾಡುವವರ ವಿರುದ್ಧ ಕಠಿಣ ಕ್ರಮ ಕೈಗೊಳ್ಳಬೇಕು ಎಂದರು. ಈ ವೇಳೆ ಯೂರಿಯಾ, ಡಿಎಪಿ, ಎಂಒಪಿ ದಾಸ್ತಾನು ಕುರಿತು ಮಾಹಿತಿ ಪಡೆದರು. (615, 955, 1065, 1064)
column-divider (511, 589, 512, 840)
kannada-language-subhead: 'ಹೊಂಬೆಳಕು ಕಿರಣ-242' ಮಾಸಿಕ ತತ್ವ ಚಿಂತನಾಗೋಷ್ಠಿಯಲ್ಲಿ ಲೇಖಕಿ ಜಯಲಕ್ಷ್ಮೀ ಅಭಿಮತ (513, 1276, 988, 1294)
kodava-book-fair-body: ಮಡಿಕೇರಿ, ಏ.13– ಕೊಡವ ಸಾಹಿತ್ಯ ಅಕಾಡೆಮಿಯ '7ನೇ ಕೊಡವ ಪುಸ್ತಕ ಪತ್ತಾಯ' ಕಾರ್ಯಕ್ರಮ ಏ.16 ರಂದು ಸುಂಟಿಕೊಪ್ಪ ಕೊಡವ ಸಮಾಜದಲ್ಲಿ ನಡೆಯಲಿದೆ. ಕೊಡವ ಸಾಹಿತ್ಯ ಅಕಾಡೆಮಿಯ ಅಧ್ಯಕ್ಷ ಅಜ್ಜಿಕುಟ್ಟಿರ ಎಸ್.ಪೊನ್ನಣ್ಣ ಕಾರ್ಯಕ್ರಮ ಉದ್ಘಾಟಿಸಲಿದ್ದು, ಸುಂಟಿಕೊಪ್ಪ ಕೊಡವ ಸಮಾಜದ ಅಧ್ಯಕ್ಷ ಚೇಂದ್ರಿಮಾಡ ಕರುಂಬಯ್ಯ ಅಧ್ಯಕ್ಷತೆ ವಹಿಸಲಿದ್ದಾರೆ. ಹಿರಿಯರು ಹಾಗೂ ಸಮಾಜ ಸೇವಕರಾದ ಪುಡಿಯಂಡ ಮುತ್ತಪ್ಪ ಮುಖ್ಯ ಅತಿಥಿಗಳಾಗಿ ಭಾಗವಹಿಸಲಿದ್ದಾರೆ. ಈ ವೇಳೆ ಕುಶಾಲನಗರ ಕೊಡವ ಕಲ್ಚರಲ್ ಅಸೋಸಿಯೇಷನ್ ಅಧ್ಯಕ್ಷ ಕರ್ನಂಡ ಅರುಣ್ ನಂಜಪ್ಪ 'ಕೊಡವ ಮಾಡಿಯಾಂಡ' ಬಗ್ಗೆ ಮಾಹಿತಿ ನೀಡಲಿದ್ದಾರೆ. (1084, 1327, 1488, 1455)
official-portrait (502, 960, 604, 1076)
protest-photo-caption: ಕರ್ನಾಟಕ ರಾಜ್ಯ ಕಬ್ಬು ಬೆಳೆಗಾರರ ಸಂಘದ ವತಿಯಿಂದ ರಸ್ತೆ ತಡೆದು ಪ್ರತಿಭಟಿಸಲಾಯಿತು. (1087, 385, 1409, 399)
column-divider (1268, 1585, 1270, 2276)
puc-body: ಬೆಂಗಳೂರು: ದ್ವಿತೀಯ ಪಿಯುಸಿ ವಿಜ್ಞಾನ ವಿಭಾಗದ ವಿದ್ಯಾರ್ಥಿಗಳು ಪರೀಕ್ಷೆ–1 ಮತ್ತು ಪರೀಕ್ಷೆ–2ರಲ್ಲಿ ಪಡೆದ ಅಂಕಗಳ ಪೈಕಿ ಯಾವುದು ಅತ್ಯಧಿಕವೋ ಆ ಅಂಕಗಳನ್ನೇ ಸಿಇಟಿ ಫಲಿತಾಂಶಕ್ಕೆ ಪರಿಗಣಿಸಲಾಗುವುದು. ಈ ವಿಚಾರವಾಗಿ ಗೊಂದಲ ಬೇಡ ಎಂದು ಕರ್ನಾಟಕ ಪರೀಕ್ಷಾ ಪ್ರಾಧಿಕಾರ (KEA) ಕಾರ್ಯನಿರ್ವಾಹಕ ನಿರ್ದೇಶಕ ಹೆಚ್.ಪ್ರಸನ್ನ ಸ್ಪಷ್ಟಪಡಿಸಿದ್ದಾರೆ. ಪರೀಕ್ಷೆ–2 ಬರೆಯುವ ವಿದ್ಯಾರ್ಥಿಗಳ ಅಂಕಗಳು ಕಡಿಮೆ ಬಂದರೆ ಪರೀಕ್ಷೆ–1ರ ಅಂಕಗಳನ್ನೇ ಪರಿಗಣಿಸಲಾಗುವುದು. ಆದ್ದರಿಂದ ವಿದ್ಯಾರ್ಥಿಗಳು ಆತಂಕಪಡುವ ಅಗತ್ಯವಿಲ್ಲ. ವೆಬ್‌ಸೈಟ್‌ನಲ್ಲಿ ಮಾಹಿತಿ ಪ್ರಕಟಿಸಲಾಗುವುದು ಎಂದು ಹೇಳಿದ್ದಾರೆ. (1274, 1708, 1485, 1931)
sslc-headline-line3: 525 ಅಂಕ ಪರಿಗಣನೆ (111, 1657, 282, 1684)
magenta-dot (777, 2282, 788, 2301)
obituary-body: ನಾಪೋಕ್ಲು: ಇಲ್ಲಿಗೆ ಸಮೀಪದ ಚೆರಿಯಪರಂಬು ನಿವಾಸಿ, ದಿವಂಗತ ಕೃಷ್ಣಯ್ಯ ಅವರ ಧರ್ಮಪತ್ನಿ ಪಾರ್ವತಿ (77) ಅವರು ಭಾನುವಾರ ನಿಧನರಾದರು. ಮೃತರು ಓರ್ವ ಪುತ್ರ, ಮೂವರು ಪುತ್ರಿಯರನ್ನು ಅಗಲಿದ್ದಾರೆ. ಮೃತರ ಅಂತ್ಯಕ್ರಿಯೆ ಸೋಮವಾರ ಜರುಗಿತು. (1091, 1500, 1371, 1561)
